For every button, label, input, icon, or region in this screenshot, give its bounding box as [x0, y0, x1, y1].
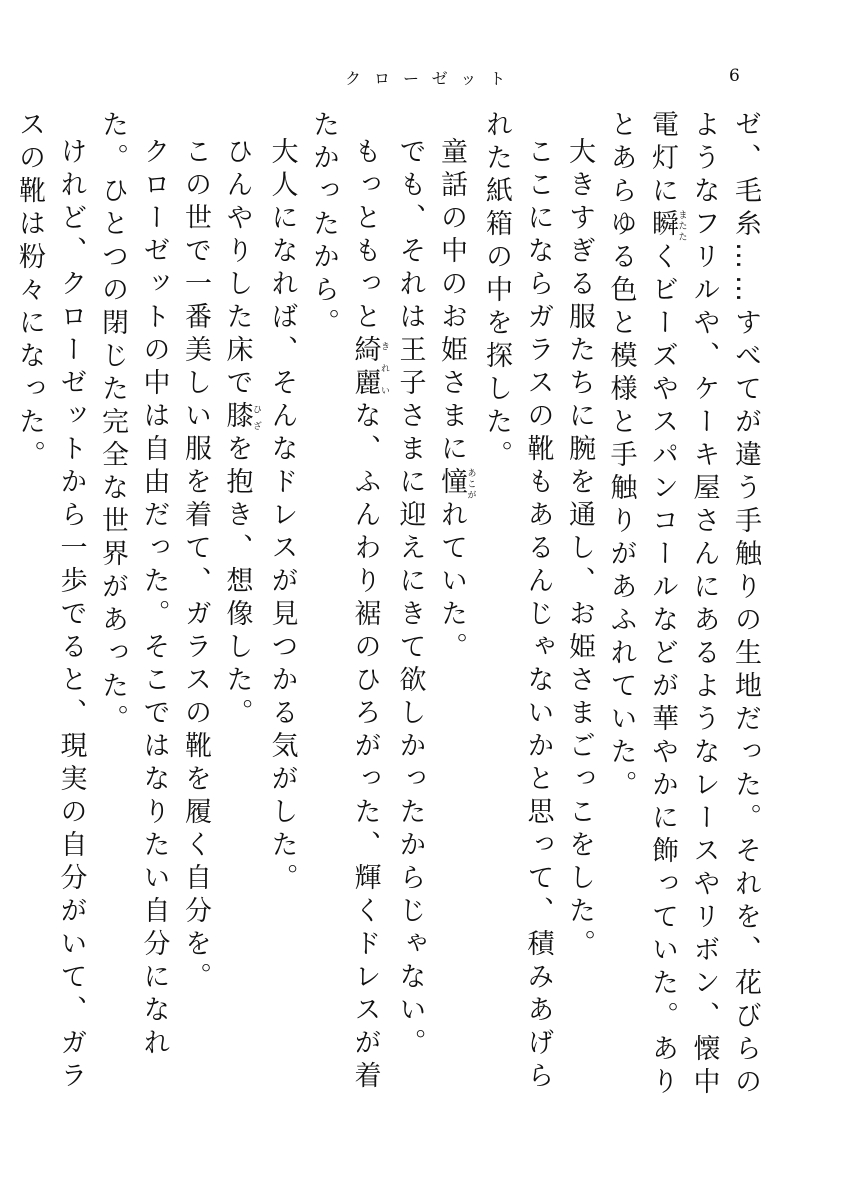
paragraph-1-text-a: ゼ、毛糸……すべてが違う手触りの生地だった。それを、花びらのようなフリルや、ケーキ屋さんにあるようなレースやリボン、懐中電灯に: [647, 110, 761, 1100]
ruby-reading: ひざ: [251, 401, 261, 434]
paragraph-8-text-b: を抱き、想像した。: [221, 434, 253, 731]
paragraph-1: [600, 110, 766, 1120]
page-header: [0, 66, 841, 96]
page-number: 6: [729, 66, 740, 86]
ruby-base: 瞬: [647, 209, 678, 242]
paragraph-9: この世で一番美しい服を着て、ガラスの靴を履く自分を。: [180, 137, 211, 995]
ruby-reading: あこが: [465, 467, 476, 500]
paragraph-6-text-b: な、ふんわり裾のひろがった、輝くドレスが着たかったから。: [308, 110, 381, 1094]
vertical-text-body: [9, 110, 767, 1120]
ruby-kirei: [349, 335, 389, 401]
paragraph-6-text-a: もっともっと: [349, 137, 381, 335]
paragraph-8: [216, 110, 261, 1120]
paragraph-11: けれど、クローゼットから一歩でると、現実の自分がいて、ガラスの靴は粉々になった。: [14, 110, 87, 1094]
paragraph-10: クローゼットの中は自由だった。そこではなりたい自分になれた。ひとつの閉じた完全な世界があった。: [97, 110, 170, 1061]
paragraph-5: でも、それは王子さまに迎えにきて欲しかったからじゃない。: [394, 137, 426, 1061]
paragraph-7: 大人になれば、そんなドレスが見つかる気がした。: [266, 137, 298, 896]
ruby-base: 膝: [221, 401, 253, 434]
paragraph-1-text-b: くビーズやスパンコールなどが華やかに飾っていた。ありとあらゆる色と模様と手触りがあふれていた。: [605, 110, 678, 1100]
ruby-akoga: [436, 467, 476, 500]
ruby-matata: [647, 209, 687, 242]
paragraph-4: [431, 110, 476, 1120]
paragraph-8-text-a: ひんやりした床で: [221, 137, 253, 401]
ruby-base: 憧: [436, 467, 467, 500]
ruby-reading: きれい: [379, 335, 389, 401]
running-title: クローゼット: [345, 69, 519, 88]
paragraph-4-text-a: 童話の中のお姫さまに: [436, 137, 467, 467]
paragraph-4-text-b: れていた。: [436, 500, 467, 665]
ruby-hiza: [221, 401, 261, 434]
ruby-base: 綺麗: [349, 335, 381, 401]
paragraph-2: 大きすぎる服たちに腕を通し、お姫さまごっこをした。: [564, 137, 595, 962]
ruby-reading: またた: [676, 209, 687, 242]
paragraph-6: [303, 110, 390, 1120]
paragraph-3: ここにならガラスの靴もあるんじゃないかと思って、積みあげられた紙箱の中を探した。: [481, 110, 554, 1094]
